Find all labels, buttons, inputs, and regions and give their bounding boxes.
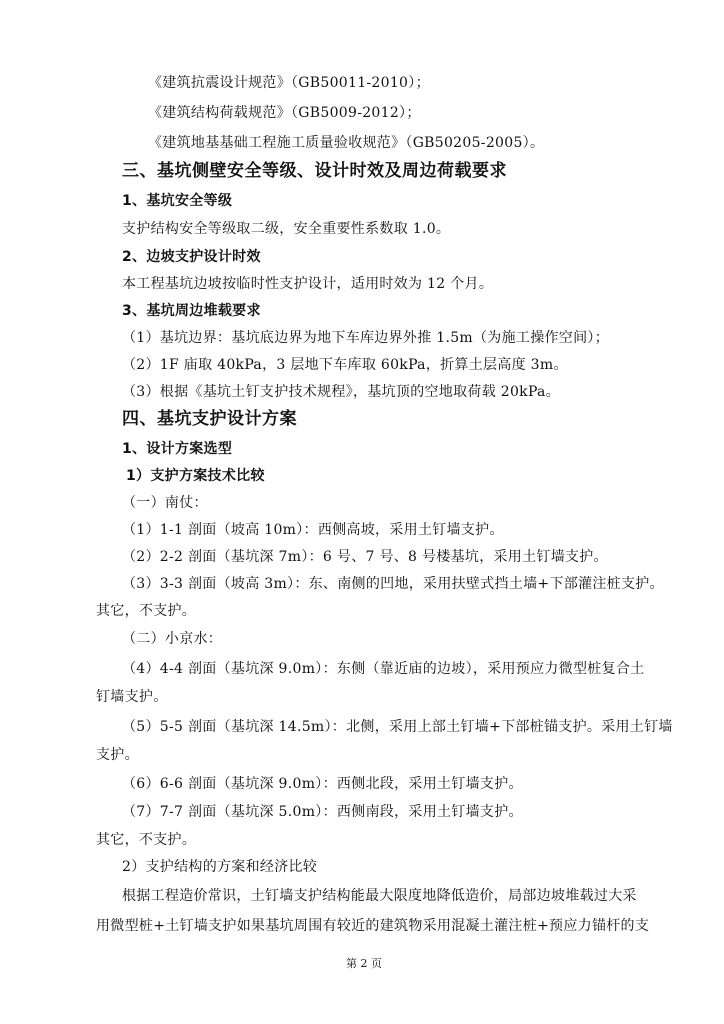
- paragraph-safety-grade: 支护结构安全等级取二级，安全重要性系数取 1.0。: [122, 221, 451, 237]
- section-item-4-cont: 钉墙支护。: [96, 689, 168, 705]
- subheading-economic-comparison: 2）支护结构的方案和经济比较: [122, 859, 318, 875]
- subheading-design-period: 2、边坡支护设计时效: [122, 249, 261, 265]
- subheading-surcharge: 3、基坑周边堆载要求: [122, 303, 261, 319]
- section-item-6: （6）6-6 剖面（基坑深 9.0m）：西侧北段，采用土钉墙支护。: [122, 776, 523, 792]
- paragraph-design-period: 本工程基坑边坡按临时性支护设计，适用时效为 12 个月。: [122, 276, 494, 292]
- section-item-3: （3）3-3 剖面（坡高 3m）：东、南侧的凹地，采用扶壁式挡土墙+下部灌注桩支护。: [122, 576, 664, 592]
- section-item-4: （4）4-4 剖面（基坑深 9.0m）：东侧（靠近庙的边坡），采用预应力微型桩复合土: [122, 661, 645, 677]
- ref-foundation-code: 《建筑地基基础工程施工质量验收规范》（GB50205-2005）。: [148, 135, 545, 151]
- subheading-scheme-selection: 1、设计方案选型: [122, 441, 233, 457]
- paragraph-others-2: 其它，不支护。: [96, 832, 197, 848]
- section-item-5: （5）5-5 剖面（基坑深 14.5m）：北侧，采用上部土钉墙+下部桩锚支护。采用土钉墙: [122, 719, 673, 735]
- surcharge-item-3: （3）根据《基坑土钉支护技术规程》，基坑顶的空地取荷载 20kPa。: [122, 384, 560, 400]
- section-heading-3: 三、基坑侧壁安全等级、设计时效及周边荷载要求: [122, 161, 507, 181]
- area-heading-1: （一）南仗：: [122, 495, 208, 511]
- surcharge-item-2: （2）1F 庙取 40kPa，3 层地下车库取 60kPa，折算土层高度 3m。: [122, 357, 568, 373]
- area-heading-2: （二）小京水：: [122, 631, 223, 647]
- ref-seismic-code: 《建筑抗震设计规范》（GB50011-2010）；: [148, 75, 430, 91]
- paragraph-cost-line-1: 根据工程造价常识，土钉墙支护结构能最大限度地降低造价，局部边坡堆载过大采: [122, 888, 637, 904]
- section-item-7: （7）7-7 剖面（基坑深 5.0m）：西侧南段，采用土钉墙支护。: [122, 804, 523, 820]
- section-heading-4: 四、基坑支护设计方案: [122, 409, 297, 429]
- paragraph-others-1: 其它，不支护。: [96, 603, 197, 619]
- surcharge-item-1: （1）基坑边界：基坑底边界为地下车库边界外推 1.5m（为施工操作空间）；: [122, 330, 609, 346]
- ref-load-code: 《建筑结构荷载规范》（GB5009-2012）；: [148, 105, 421, 121]
- page-number: 第 2 页: [346, 957, 382, 970]
- section-item-1: （1）1-1 剖面（坡高 10m）：西侧高坡，采用土钉墙支护。: [122, 522, 504, 538]
- section-item-2: （2）2-2 剖面（基坑深 7m）：6 号、7 号、8 号楼基坑，采用土钉墙支护。: [122, 549, 608, 565]
- subheading-safety-grade: 1、基坑安全等级: [122, 193, 233, 209]
- section-item-5-cont: 支护。: [96, 747, 139, 763]
- paragraph-cost-line-2: 用微型桩+土钉墙支护如果基坑周围有较近的建筑物采用混凝土灌注桩+预应力锚杆的支: [96, 918, 650, 934]
- subheading-tech-comparison: 1）支护方案技术比较: [126, 468, 265, 484]
